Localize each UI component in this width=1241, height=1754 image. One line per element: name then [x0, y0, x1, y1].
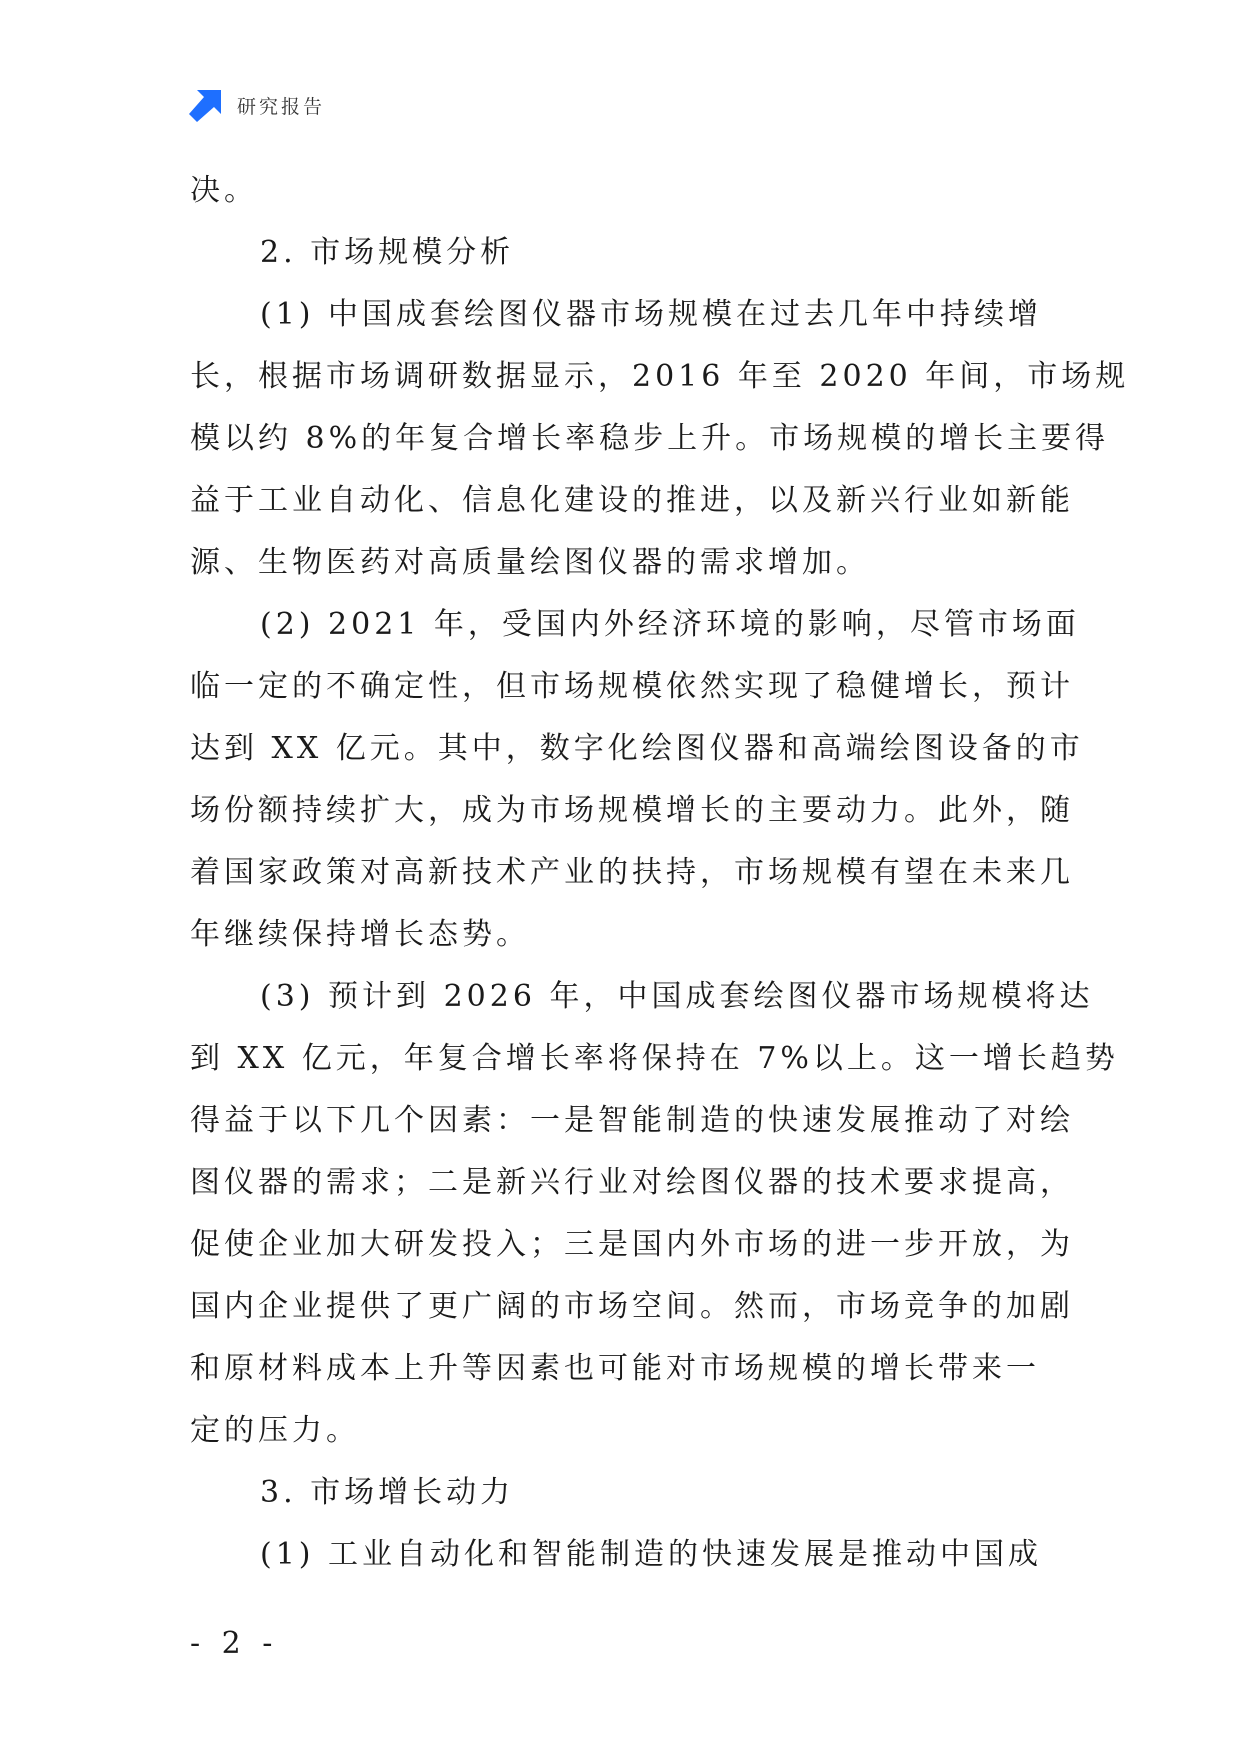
report-header [189, 88, 325, 122]
text-line: 得益于以下几个因素：一是智能制造的快速发展推动了对绘 [190, 1103, 1074, 1138]
text-line: (1) 中国成套绘图仪器市场规模在过去几年中持续增 [260, 297, 1043, 332]
text-line: (2) 2021 年，受国内外经济环境的影响，尽管市场面 [260, 607, 1080, 642]
text-line: 场份额持续扩大，成为市场规模增长的主要动力。此外，随 [190, 793, 1074, 828]
section-heading: 2. 市场规模分析 [260, 235, 515, 270]
text-line: 决。 [190, 173, 258, 208]
page-number: - 2 - [190, 1626, 279, 1661]
section-heading: 3. 市场增长动力 [260, 1475, 515, 1510]
document-body [190, 160, 1130, 1586]
text-line: 年继续保持增长态势。 [190, 917, 530, 952]
text-line: 和原材料成本上升等因素也可能对市场规模的增长带来一 [190, 1351, 1040, 1386]
text-line: 国内企业提供了更广阔的市场空间。然而，市场竞争的加剧 [190, 1289, 1074, 1324]
text-line: 到 XX 亿元，年复合增长率将保持在 7%以上。这一增长趋势 [190, 1041, 1119, 1076]
text-line: 着国家政策对高新技术产业的扶持，市场规模有望在未来几 [190, 855, 1074, 890]
text-line: 促使企业加大研发投入；三是国内外市场的进一步开放，为 [190, 1227, 1074, 1262]
text-line: (3) 预计到 2026 年，中国成套绘图仪器市场规模将达 [260, 979, 1094, 1014]
text-line: 定的压力。 [190, 1413, 360, 1448]
text-line: 源、生物医药对高质量绘图仪器的需求增加。 [190, 545, 870, 580]
header-title: 研究报告 [237, 95, 326, 118]
text-line: 模以约 8%的年复合增长率稳步上升。市场规模的增长主要得 [190, 421, 1110, 456]
text-line: 临一定的不确定性，但市场规模依然实现了稳健增长，预计 [190, 669, 1074, 704]
text-line: 达到 XX 亿元。其中，数字化绘图仪器和高端绘图设备的市 [190, 731, 1084, 766]
text-line: 长，根据市场调研数据显示，2016 年至 2020 年间，市场规 [190, 359, 1130, 394]
text-line: (1) 工业自动化和智能制造的快速发展是推动中国成 [260, 1537, 1043, 1572]
arrow-logo-icon [189, 88, 223, 122]
text-line: 益于工业自动化、信息化建设的推进，以及新兴行业如新能 [190, 483, 1074, 518]
text-line: 图仪器的需求；二是新兴行业对绘图仪器的技术要求提高， [190, 1165, 1074, 1200]
